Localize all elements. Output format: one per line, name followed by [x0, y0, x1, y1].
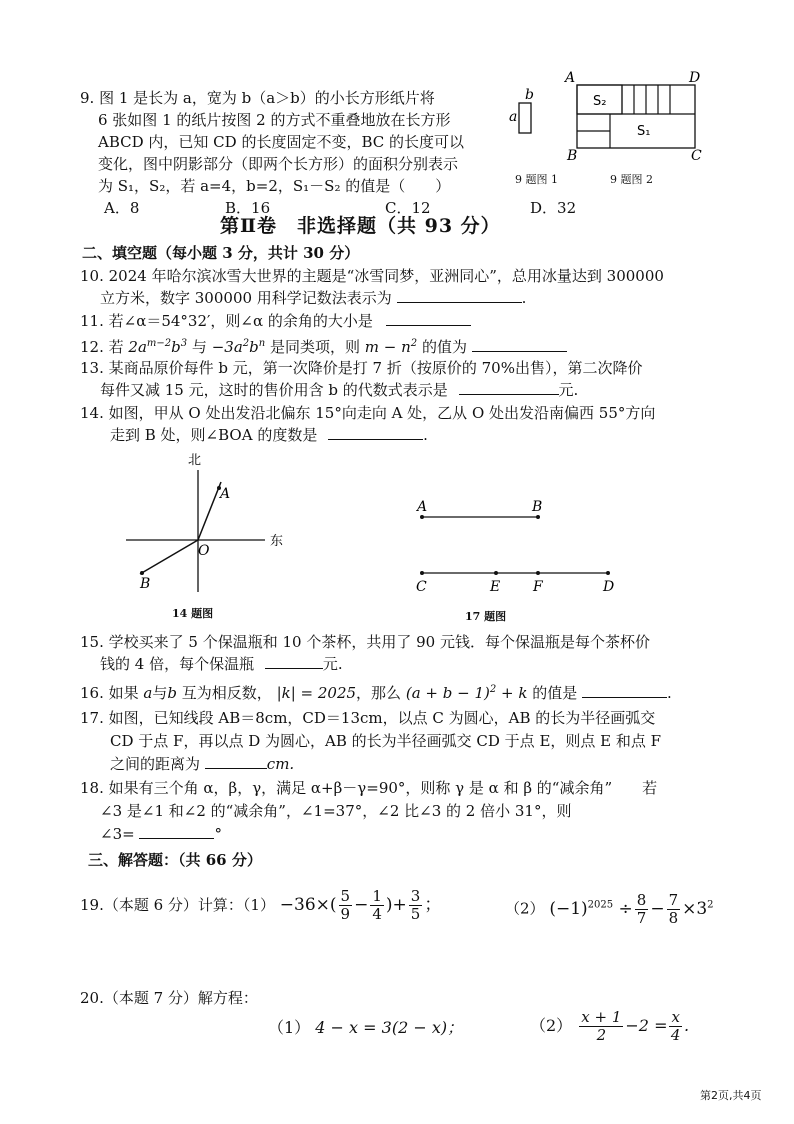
q9-line4: 变化，图中阴影部分（即两个长方形）的面积分别表示	[98, 155, 459, 173]
q18-line1: 18. 如果有三个角 α，β，γ，满足 α+β－γ=90°，则称 γ 是 α 和 β 的“减余角” 若	[80, 779, 658, 797]
part3-title: 三、解答题：（共 66 分）	[88, 851, 262, 869]
fig2-label-C: C	[691, 148, 702, 164]
q14-label-north: 北	[188, 453, 202, 468]
q17-label-D: D	[603, 579, 615, 595]
q20-eq2: $\frac{x + 1}{2}$ −2 = $\frac{x}{4}$ .	[581, 1008, 690, 1044]
q17-answer-blank[interactable]	[205, 754, 267, 769]
q18-answer-blank[interactable]	[139, 824, 214, 839]
frac-3-5: $\frac{3}{5}$	[410, 887, 421, 923]
q14-figure	[120, 450, 300, 600]
q14-line2	[110, 425, 428, 445]
q9-figure-2	[565, 70, 705, 164]
q11-text: 11. 若∠α＝54°32′，则∠α 的余角的大小是	[80, 312, 373, 330]
q15-line1: 15. 学校买来了 5 个保温瓶和 10 个茶杯，共用了 90 元钱．每个保温瓶是每个茶杯价	[80, 633, 650, 651]
q20-eq1: 4 − x = 3(2 − x)；	[315, 1018, 464, 1037]
q16-answer-blank[interactable]	[582, 683, 667, 698]
q12-pre: 12. 若	[80, 338, 124, 356]
q17-caption: 17 题图	[465, 610, 507, 623]
q15-answer-blank[interactable]	[265, 654, 323, 669]
q14-answer-blank[interactable]	[328, 425, 423, 440]
q9-line5: 为 S₁，S₂，若 a=4，b=2，S₁－S₂ 的值是（ ）	[98, 177, 451, 195]
q20-part1	[268, 1018, 463, 1038]
q16-end: .	[667, 684, 672, 702]
q12-expr: $m - n^2$	[364, 338, 418, 356]
q16-vars: a	[143, 684, 153, 702]
q12-term2: $-3a^2b^n$	[211, 338, 266, 356]
q17-figure	[410, 495, 630, 595]
fig2-label-S2: S₂	[593, 94, 607, 109]
q17-line2: CD 于点 F，再以点 D 为圆心，AB 的长为半径画弧交 CD 于点 E，则点 E 和点 F	[110, 732, 662, 750]
q19-label: 19.（本题 6 分）计算：（1）	[80, 896, 275, 914]
q10-line1: 10. 2024 年哈尔滨冰雪大世界的主题是“冰雪同梦，亚洲同心”，总用冰量达到 300000	[80, 267, 664, 285]
q9-option-c: C．12	[385, 199, 431, 217]
fig2-label-A: A	[565, 70, 576, 86]
q11-line	[80, 311, 471, 331]
q20-p1-label: （1）	[268, 1018, 311, 1037]
q9-line1: 9. 图 1 是长为 a，宽为 b（a＞b）的小长方形纸片将	[80, 89, 435, 107]
q18-end: °	[214, 825, 222, 843]
fig2-label-B: B	[567, 148, 578, 164]
q20-p2-label: （2）	[530, 1016, 573, 1035]
q9-option-b: B．16	[225, 199, 271, 217]
q9-option-a: A．8	[104, 199, 140, 217]
q10-end: .	[521, 289, 527, 307]
q17-label-B: B	[532, 499, 543, 515]
frac-x1-2: $\frac{x + 1}{2}$	[581, 1008, 622, 1044]
q17-line1: 17. 如图，已知线段 AB＝8cm，CD＝13cm，以点 C 为圆心，AB 的长为半径画弧交	[80, 709, 656, 727]
q10-line2	[100, 288, 526, 308]
q17-line3	[110, 754, 294, 774]
q19-p2-label: （2）	[505, 899, 545, 918]
fig1-label-a: a	[509, 109, 518, 125]
frac-1-4: $\frac{1}{4}$	[372, 887, 382, 923]
q17-label-A: A	[417, 499, 428, 515]
q9-option-d: D．32	[530, 199, 577, 217]
q13-answer-blank[interactable]	[459, 380, 559, 395]
q20-part2	[530, 1004, 689, 1048]
q9-line3: ABCD 内，已知 CD 的长度固定不变，BC 的长度可以	[98, 133, 464, 151]
q14-line1: 14. 如图，甲从 O 处出发沿北偏东 15°向走向 A 处，乙从 O 处出发沿南偏西 55°方向	[80, 404, 656, 422]
q14-label-O: O	[198, 543, 210, 559]
section2-title: 第Ⅱ卷 非选择题（共 93 分）	[220, 215, 501, 237]
part2-title: 二、填空题（每小题 3 分，共计 30 分）	[82, 244, 360, 262]
q12-post2: 的值为	[421, 338, 467, 356]
q12-mid: 与	[191, 338, 207, 356]
fig2-label-S1: S₁	[637, 124, 651, 139]
q16-line: 16. 如果 a与b 互为相反数， |k| = 2025，那么 $(a + b - 1)^2 + k$ 的值是 .	[80, 684, 672, 702]
q9-figure-1	[505, 85, 545, 175]
q18-line3	[100, 824, 222, 844]
frac-8-7: $\frac{8}{7}$	[636, 890, 647, 927]
q9-fig1-caption: 9 题图 1	[515, 173, 558, 186]
q10-answer-blank[interactable]	[397, 288, 522, 303]
q19-line	[80, 884, 441, 926]
q13-line2	[100, 380, 578, 400]
q14-caption: 14 题图	[172, 607, 214, 620]
q12-line	[80, 334, 567, 357]
page-footer: 第2页,共4页	[700, 1089, 762, 1102]
q12-term1: $2a^{m-2}b^3$	[128, 338, 188, 356]
q17-label-E: E	[490, 579, 501, 595]
q16-mid: 互为相反数，	[181, 684, 272, 702]
q17-line3-text: 之间的距离为	[110, 755, 201, 773]
q17-label-C: C	[416, 579, 427, 595]
frac-5-9: $\frac{5}{9}$	[340, 887, 351, 923]
q14-end: .	[423, 426, 428, 444]
q19-expr2: $(-1)^{2025}$ ÷ $\frac{8}{7}$ − $\frac{7}{8}$ $\times 3^2$	[549, 890, 714, 927]
q18-line3-text: ∠3=	[100, 825, 135, 843]
q17-end: cm.	[266, 755, 295, 773]
q16-mid2: ，那么	[356, 684, 402, 702]
q13-line2-text: 每件又减 15 元，这时的售价用含 b 的代数式表示是	[100, 381, 448, 399]
q20-label: 20.（本题 7 分）解方程：	[80, 989, 258, 1007]
q18-line2: ∠3 是∠1 和∠2 的“减余角”，∠1=37°，∠2 比∠3 的 2 倍小 31°，则	[100, 802, 572, 820]
q15-line2-text: 钱的 4 倍，每个保温瓶	[100, 655, 255, 673]
q9-fig2-caption: 9 题图 2	[610, 173, 653, 186]
q14-label-A: A	[220, 486, 231, 502]
q12-post: 是同类项，则	[269, 338, 360, 356]
q19-part2	[505, 884, 714, 930]
q16-abs-k: |k| = 2025	[276, 684, 357, 702]
frac-x-4: $\frac{x}{4}$	[670, 1008, 681, 1044]
q14-label-east: 东	[270, 534, 284, 549]
frac-7-8: $\frac{7}{8}$	[668, 890, 679, 927]
q14-line2-text: 走到 B 处，则∠BOA 的度数是	[110, 426, 318, 444]
q15-line2	[100, 654, 343, 674]
q16-post: 的值是	[532, 684, 578, 702]
fig1-label-b: b	[525, 87, 534, 103]
q11-answer-blank[interactable]	[386, 311, 471, 326]
q9-line2: 6 张如图 1 的纸片按图 2 的方式不重叠地放在长方形	[98, 111, 451, 129]
q13-line1: 13. 某商品原价每件 b 元，第一次降价是打 7 折（按原价的 70%出售），第二次降价	[80, 359, 643, 377]
q17-label-F: F	[533, 579, 543, 595]
q10-line2-text: 立方米，数字 300000 用科学记数法表示为	[100, 289, 392, 307]
q16-pre: 16. 如果	[80, 684, 139, 702]
fig2-label-D: D	[689, 70, 701, 86]
q16-expression: $(a + b - 1)^2 + k$	[405, 684, 528, 702]
q13-end: 元.	[558, 381, 579, 399]
q12-answer-blank[interactable]	[472, 337, 567, 352]
q14-label-B: B	[140, 576, 151, 592]
q19-expr1: −36×( $\frac{5}{9}$ − $\frac{1}{4}$ )+ $\frac{3}{5}$ ；	[279, 887, 442, 923]
q15-end: 元.	[322, 655, 343, 673]
